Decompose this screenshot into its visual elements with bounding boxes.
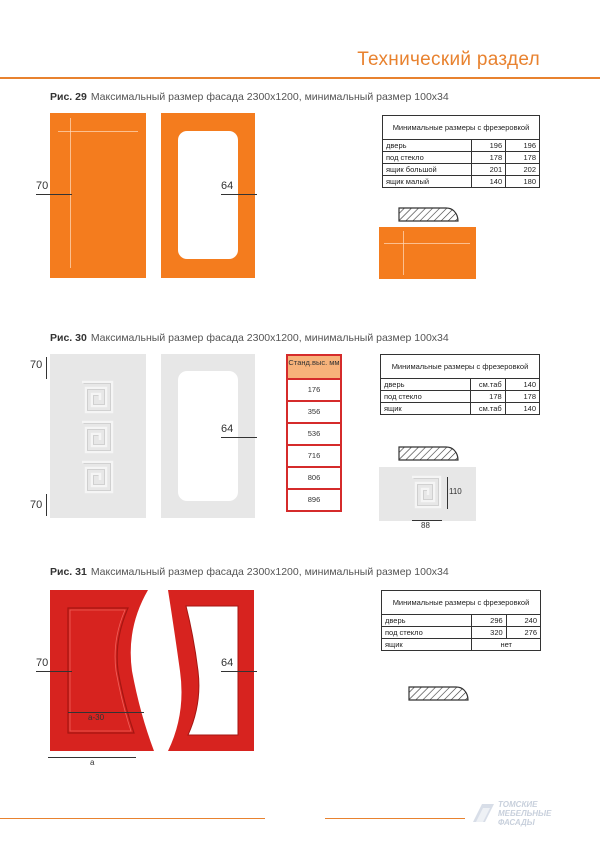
dim-line bbox=[447, 477, 448, 509]
fig29-min-size-table bbox=[382, 115, 540, 188]
fig30-profile-icon bbox=[398, 446, 460, 462]
figure-30-caption bbox=[50, 332, 449, 344]
dim-label: а bbox=[90, 758, 95, 767]
dim-line bbox=[221, 437, 257, 438]
dim-line bbox=[36, 671, 72, 672]
fig31-min-size-table bbox=[381, 590, 541, 651]
footer-divider bbox=[0, 818, 265, 819]
table-row: ящик малый 140 180 bbox=[383, 176, 540, 188]
table-title: Минимальные размеры с фрезеровкой bbox=[383, 116, 540, 140]
figure-caption-text: Максимальный размер фасада 2300х1200, минимальный размер 100х34 bbox=[90, 332, 449, 344]
list-item: 806 bbox=[288, 468, 340, 490]
dim-line bbox=[68, 712, 144, 713]
dim-label: 64 bbox=[221, 180, 234, 192]
table-row: ящик нет bbox=[382, 639, 541, 651]
figure-29-caption bbox=[50, 91, 449, 103]
milling-line bbox=[403, 231, 404, 275]
table-row: ящик большой 201 202 bbox=[383, 164, 540, 176]
figure-caption-text: Максимальный размер фасада 2300х1200, минимальный размер 100х34 bbox=[90, 91, 449, 103]
table-row: под стекло 320 276 bbox=[382, 627, 541, 639]
dim-line bbox=[46, 357, 47, 379]
dim-label: 88 bbox=[421, 521, 430, 530]
dim-label: 64 bbox=[221, 423, 234, 435]
figure-label: Рис. 31 bbox=[50, 566, 87, 578]
dim-line bbox=[221, 194, 257, 195]
table-title: Минимальные размеры с фрезеровкой bbox=[381, 355, 540, 379]
fig30-drawer-panel bbox=[379, 467, 476, 521]
dim-line bbox=[46, 494, 47, 516]
figure-31-caption bbox=[50, 566, 449, 578]
fig29-profile-icon bbox=[398, 207, 460, 223]
footer-divider bbox=[325, 818, 465, 819]
greek-key-ornament bbox=[78, 378, 118, 498]
figure-caption-text: Максимальный размер фасада 2300х1200, минимальный размер 100х34 bbox=[90, 566, 449, 578]
fig31-profile-icon bbox=[408, 686, 470, 702]
dim-label: 70 bbox=[30, 499, 43, 511]
milling-line bbox=[70, 118, 71, 268]
figure-label: Рис. 29 bbox=[50, 91, 87, 103]
glass-opening bbox=[178, 371, 238, 501]
fig30-glass-frame-panel bbox=[161, 354, 255, 518]
dim-label: 70 bbox=[36, 180, 49, 192]
table-row: под стекло 178 178 bbox=[383, 152, 540, 164]
fig30-door-panel bbox=[50, 354, 146, 518]
list-item: 536 bbox=[288, 424, 340, 446]
table-title: Минимальные размеры с фрезеровкой bbox=[382, 591, 541, 615]
glass-opening bbox=[178, 131, 238, 259]
table-row: дверь см.таб 140 bbox=[381, 379, 540, 391]
dim-label: 70 bbox=[36, 657, 49, 669]
header-divider bbox=[0, 77, 600, 79]
milling-line bbox=[58, 131, 138, 132]
dim-label: 70 bbox=[30, 359, 43, 371]
dim-label: а-30 bbox=[88, 713, 105, 722]
table-row: под стекло 178 178 bbox=[381, 391, 540, 403]
table-row: дверь 296 240 bbox=[382, 615, 541, 627]
fig29-glass-frame-panel bbox=[161, 113, 255, 278]
page-title: Технический раздел bbox=[357, 49, 540, 70]
brand-logo-text: ТОМСКИЕ МЕБЕЛЬНЫЕ ФАСАДЫ bbox=[498, 800, 552, 827]
list-item: 356 bbox=[288, 402, 340, 424]
list-item: 716 bbox=[288, 446, 340, 468]
table-row: дверь 196 196 bbox=[383, 140, 540, 152]
list-item: 176 bbox=[288, 380, 340, 402]
brand-logo-icon bbox=[470, 800, 496, 826]
list-item: 896 bbox=[307, 495, 321, 504]
dim-line bbox=[221, 671, 257, 672]
standard-heights-table bbox=[286, 354, 342, 512]
dim-label: 110 bbox=[449, 487, 462, 496]
fig29-drawer-panel bbox=[379, 227, 476, 279]
dim-label: 64 bbox=[221, 657, 234, 669]
figure-label: Рис. 30 bbox=[50, 332, 87, 344]
std-heights-header: Станд.выс. мм bbox=[288, 356, 340, 380]
table-row: ящик см.таб 140 bbox=[381, 403, 540, 415]
milling-line bbox=[384, 243, 470, 244]
greek-key-ornament bbox=[409, 474, 443, 510]
dim-line bbox=[36, 194, 72, 195]
fig29-door-panel bbox=[50, 113, 146, 278]
fig30-min-size-table bbox=[380, 354, 540, 415]
